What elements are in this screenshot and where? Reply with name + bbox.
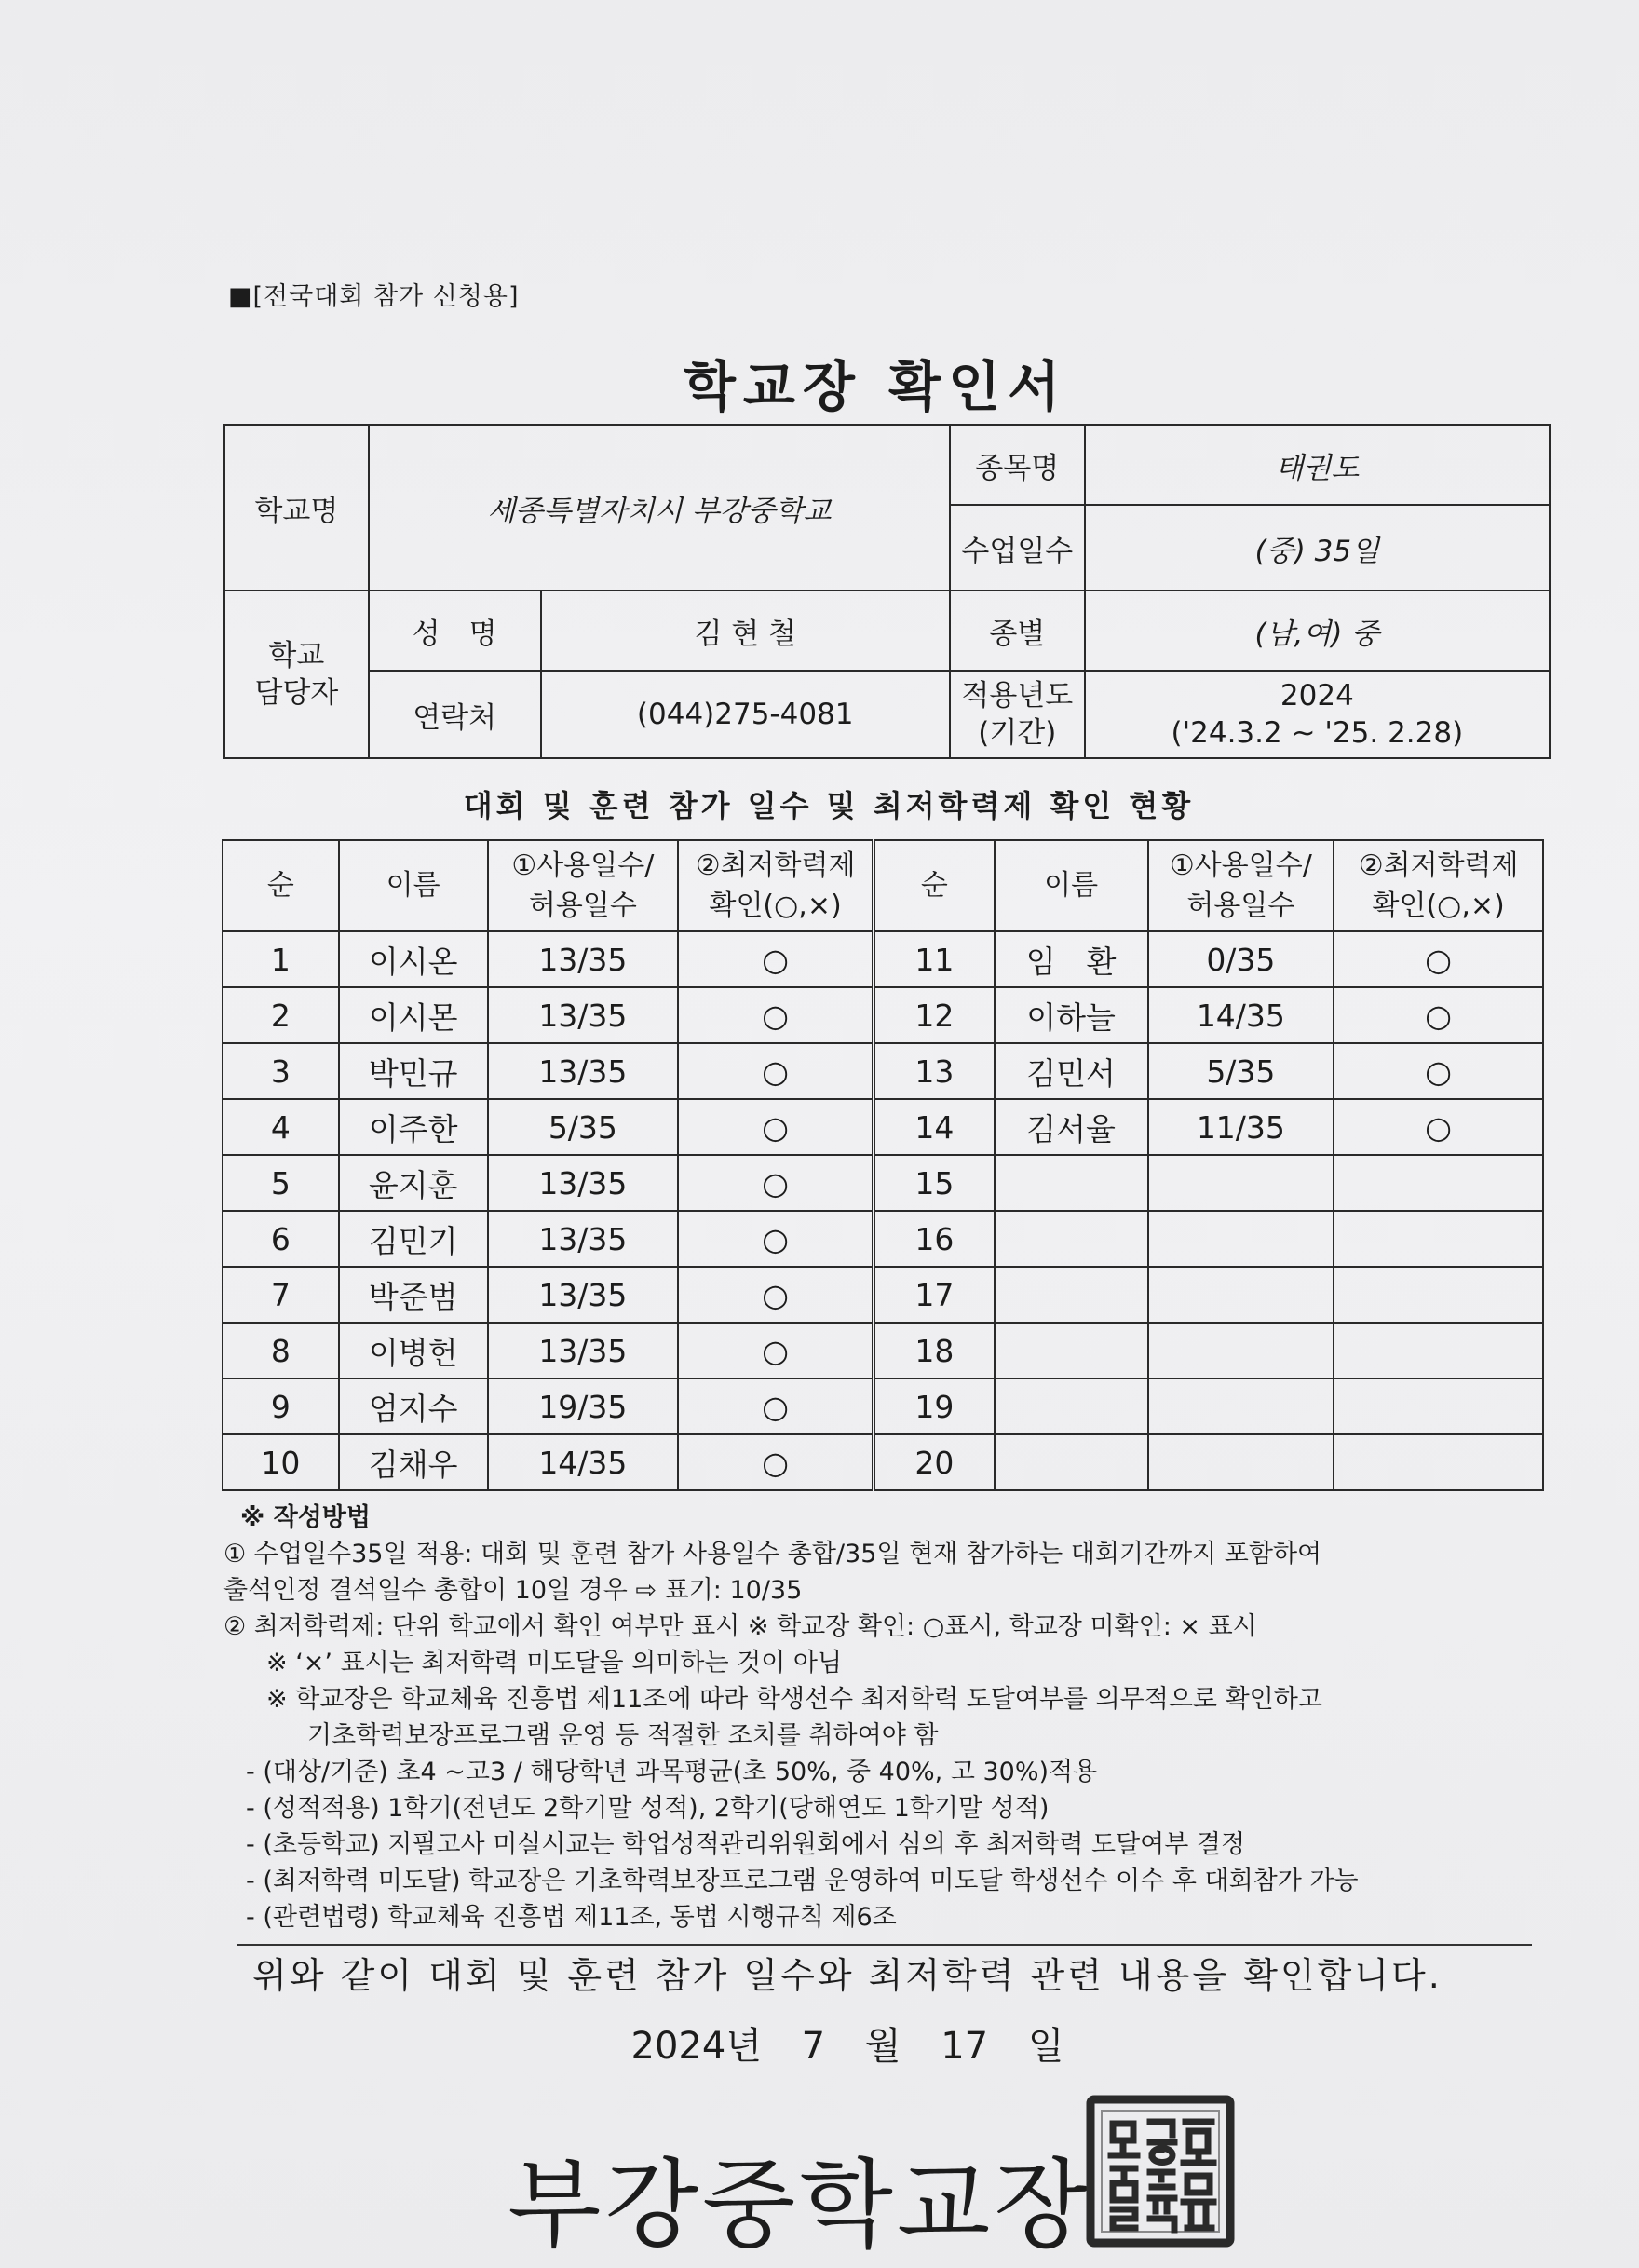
header-min-academic xyxy=(1334,840,1543,931)
year-value-line1: 2024 xyxy=(1280,678,1354,713)
table-header-row xyxy=(223,840,1543,931)
used-days: 13/35 xyxy=(488,931,679,987)
student-name: 임 환 xyxy=(995,931,1148,987)
row-no: 17 xyxy=(874,1267,995,1323)
min-academic-check: ○ xyxy=(678,1211,874,1267)
used-days xyxy=(1148,1323,1334,1378)
min-academic-check xyxy=(1334,1211,1543,1267)
used-days: 13/35 xyxy=(488,1323,679,1378)
table-row xyxy=(223,1155,1543,1211)
used-days: 0/35 xyxy=(1148,931,1334,987)
row-no: 2 xyxy=(223,987,339,1043)
student-name: 박준범 xyxy=(339,1267,488,1323)
date-month: 7 xyxy=(801,2025,826,2068)
table-row xyxy=(223,1378,1543,1434)
row-no: 9 xyxy=(223,1378,339,1434)
header-no: 순 xyxy=(223,840,339,931)
min-academic-check: ○ xyxy=(678,1099,874,1155)
used-days: 13/35 xyxy=(488,1211,679,1267)
min-academic-check: ○ xyxy=(678,1267,874,1323)
student-name xyxy=(995,1434,1148,1490)
min-academic-check: ○ xyxy=(1334,1043,1543,1099)
student-name: 이시몬 xyxy=(339,987,488,1043)
used-days xyxy=(1148,1378,1334,1434)
min-academic-check xyxy=(1334,1155,1543,1211)
participation-table xyxy=(222,839,1544,1491)
table-row xyxy=(223,1434,1543,1490)
student-name: 이하늘 xyxy=(995,987,1148,1043)
principal-name: 부강중학교장 xyxy=(508,2148,1091,2261)
row-no: 20 xyxy=(874,1434,995,1490)
instructions-heading: ※ 작성방법 xyxy=(240,1503,371,1532)
student-name: 김채우 xyxy=(339,1434,488,1490)
name-value: 김 현 철 xyxy=(541,591,950,671)
used-days xyxy=(1148,1155,1334,1211)
student-name xyxy=(995,1378,1148,1434)
contact-person-label-line1: 학교 xyxy=(268,638,325,672)
student-name: 김민기 xyxy=(339,1211,488,1267)
student-name: 김서율 xyxy=(995,1099,1148,1155)
row-no: 19 xyxy=(874,1378,995,1434)
date-month-unit: 월 xyxy=(864,2025,901,2068)
row-no: 8 xyxy=(223,1323,339,1378)
phone-value: (044)275-4081 xyxy=(541,671,950,758)
used-days: 11/35 xyxy=(1148,1099,1334,1155)
year-label-line2: (기간) xyxy=(978,716,1057,750)
issue-date xyxy=(0,2017,1639,2070)
row-no: 10 xyxy=(223,1434,339,1490)
used-days: 5/35 xyxy=(488,1099,679,1155)
phone-label: 연락처 xyxy=(369,671,541,758)
sport-value: 태권도 xyxy=(1085,425,1550,505)
date-day: 17 xyxy=(941,2025,989,2068)
school-name-value: 세종특별자치시 부강중학교 xyxy=(369,425,950,591)
year-label-line1: 적용년도 xyxy=(961,678,1074,713)
used-days: 14/35 xyxy=(1148,987,1334,1043)
header-days xyxy=(488,840,679,931)
header-min-line1: ②최저학력제 xyxy=(695,849,856,882)
header-days xyxy=(1148,840,1334,931)
used-days: 14/35 xyxy=(488,1434,679,1490)
student-name xyxy=(995,1323,1148,1378)
used-days: 13/35 xyxy=(488,987,679,1043)
student-name: 김민서 xyxy=(995,1043,1148,1099)
confirmation-text: 위와 같이 대회 및 훈련 참가 일수와 최저학력 관련 내용을 확인합니다. xyxy=(252,1955,1443,1996)
used-days: 13/35 xyxy=(488,1267,679,1323)
date-year: 2024년 xyxy=(630,2025,762,2068)
instruction-4a: ※ 학교장은 학교체육 진흥법 제11조에 따라 학생선수 최저학력 도달여부를 의무적으로 확인하고 xyxy=(266,1685,1322,1714)
contact-person-label xyxy=(224,591,369,758)
header-name: 이름 xyxy=(995,840,1148,931)
row-no: 1 xyxy=(223,931,339,987)
school-info-table xyxy=(224,424,1551,759)
used-days xyxy=(1148,1434,1334,1490)
instruction-dash-2: - (성적적용) 1학기(전년도 2학기말 성적), 2학기(당해연도 1학기말 성적) xyxy=(246,1794,1050,1823)
min-academic-check: ○ xyxy=(678,1323,874,1378)
instruction-dash-1: - (대상/기준) 초4 ~고3 / 해당학년 과목평균(초 50%, 중 40%, 고 30%)적용 xyxy=(246,1758,1098,1786)
form-usage-label: ■[전국대회 참가 신청용] xyxy=(228,282,520,311)
row-no: 15 xyxy=(874,1155,995,1211)
instruction-4b: 기초학력보장프로그램 운영 등 적절한 조치를 취하여야 함 xyxy=(307,1721,939,1750)
row-no: 5 xyxy=(223,1155,339,1211)
table-row xyxy=(223,987,1543,1043)
min-academic-check: ○ xyxy=(678,1043,874,1099)
category-label: 종별 xyxy=(950,591,1085,671)
header-min-line2: 확인(○,×) xyxy=(1372,890,1505,922)
instruction-1b: 출석인정 결석일수 총합이 10일 경우 ⇨ 표기: 10/35 xyxy=(224,1576,803,1605)
year-value xyxy=(1085,671,1550,758)
year-value-line2: ('24.3.2 ~ '25. 2.28) xyxy=(1171,716,1464,750)
class-days-value: (중) 35일 xyxy=(1085,505,1550,591)
instruction-2: ② 최저학력제: 단위 학교에서 확인 여부만 표시 ※ 학교장 확인: ○표시, 학교장 미확인: × 표시 xyxy=(224,1612,1257,1641)
document-title: 학교장 확인서 xyxy=(683,355,1068,418)
year-label xyxy=(950,671,1085,758)
table-row xyxy=(223,1267,1543,1323)
row-no: 6 xyxy=(223,1211,339,1267)
instruction-1a: ① 수업일수35일 적용: 대회 및 훈련 참가 사용일수 총합/35일 현재 참가하는 대회기간까지 포함하여 xyxy=(224,1540,1322,1569)
min-academic-check: ○ xyxy=(1334,931,1543,987)
instruction-dash-4: - (최저학력 미도달) 학교장은 기초학력보장프로그램 운영하여 미도달 학생선수 이수 후 대회참가 가능 xyxy=(246,1867,1359,1895)
student-name xyxy=(995,1267,1148,1323)
table-row xyxy=(223,1323,1543,1378)
header-days-line2: 허용일수 xyxy=(1186,890,1295,922)
used-days: 19/35 xyxy=(488,1378,679,1434)
writing-instructions xyxy=(224,1500,1546,1935)
section-title: 대회 및 훈련 참가 일수 및 최저학력제 확인 현황 xyxy=(463,788,1195,823)
instruction-dash-5: - (관련법령) 학교체육 진흥법 제11조, 동법 시행규칙 제6조 xyxy=(246,1903,897,1932)
table-row xyxy=(223,1099,1543,1155)
used-days: 13/35 xyxy=(488,1043,679,1099)
class-days-label: 수업일수 xyxy=(950,505,1085,591)
min-academic-check: ○ xyxy=(1334,987,1543,1043)
table-row xyxy=(223,931,1543,987)
date-day-unit: 일 xyxy=(1027,2025,1064,2068)
min-academic-check: ○ xyxy=(1334,1099,1543,1155)
header-min-line2: 확인(○,×) xyxy=(709,890,842,922)
table-row xyxy=(223,1211,1543,1267)
header-name: 이름 xyxy=(339,840,488,931)
school-name-label: 학교명 xyxy=(224,425,369,591)
name-label: 성 명 xyxy=(369,591,541,671)
used-days xyxy=(1148,1211,1334,1267)
header-min-line1: ②최저학력제 xyxy=(1358,849,1519,882)
min-academic-check: ○ xyxy=(678,931,874,987)
min-academic-check: ○ xyxy=(678,1378,874,1434)
row-no: 4 xyxy=(223,1099,339,1155)
student-name: 이주한 xyxy=(339,1099,488,1155)
row-no: 12 xyxy=(874,987,995,1043)
sport-label: 종목명 xyxy=(950,425,1085,505)
divider xyxy=(237,1944,1532,1946)
principal-seal-stamp xyxy=(1085,2094,1236,2248)
min-academic-check: ○ xyxy=(678,1434,874,1490)
row-no: 11 xyxy=(874,931,995,987)
row-no: 14 xyxy=(874,1099,995,1155)
contact-person-label-line2: 담당자 xyxy=(254,676,339,710)
student-name: 박민규 xyxy=(339,1043,488,1099)
min-academic-check xyxy=(1334,1434,1543,1490)
header-min-academic xyxy=(678,840,874,931)
row-no: 7 xyxy=(223,1267,339,1323)
student-name: 윤지훈 xyxy=(339,1155,488,1211)
table-row xyxy=(223,1043,1543,1099)
min-academic-check: ○ xyxy=(678,1155,874,1211)
instruction-dash-3: - (초등학교) 지필고사 미실시교는 학업성적관리위원회에서 심의 후 최저학력 도달여부 결정 xyxy=(246,1830,1246,1859)
student-name: 이시온 xyxy=(339,931,488,987)
min-academic-check xyxy=(1334,1323,1543,1378)
used-days: 5/35 xyxy=(1148,1043,1334,1099)
used-days: 13/35 xyxy=(488,1155,679,1211)
row-no: 18 xyxy=(874,1323,995,1378)
student-name xyxy=(995,1155,1148,1211)
header-days-line1: ①사용일수/ xyxy=(511,849,655,882)
student-name xyxy=(995,1211,1148,1267)
used-days xyxy=(1148,1267,1334,1323)
category-value: (남,여) 중 xyxy=(1085,591,1550,671)
student-name: 이병헌 xyxy=(339,1323,488,1378)
header-no: 순 xyxy=(874,840,995,931)
instruction-3: ※ ‘×’ 표시는 최저학력 미도달을 의미하는 것이 아님 xyxy=(266,1649,843,1677)
row-no: 16 xyxy=(874,1211,995,1267)
header-days-line1: ①사용일수/ xyxy=(1169,849,1312,882)
student-name: 엄지수 xyxy=(339,1378,488,1434)
header-days-line2: 허용일수 xyxy=(528,890,637,922)
min-academic-check: ○ xyxy=(678,987,874,1043)
min-academic-check xyxy=(1334,1378,1543,1434)
row-no: 3 xyxy=(223,1043,339,1099)
min-academic-check xyxy=(1334,1267,1543,1323)
row-no: 13 xyxy=(874,1043,995,1099)
